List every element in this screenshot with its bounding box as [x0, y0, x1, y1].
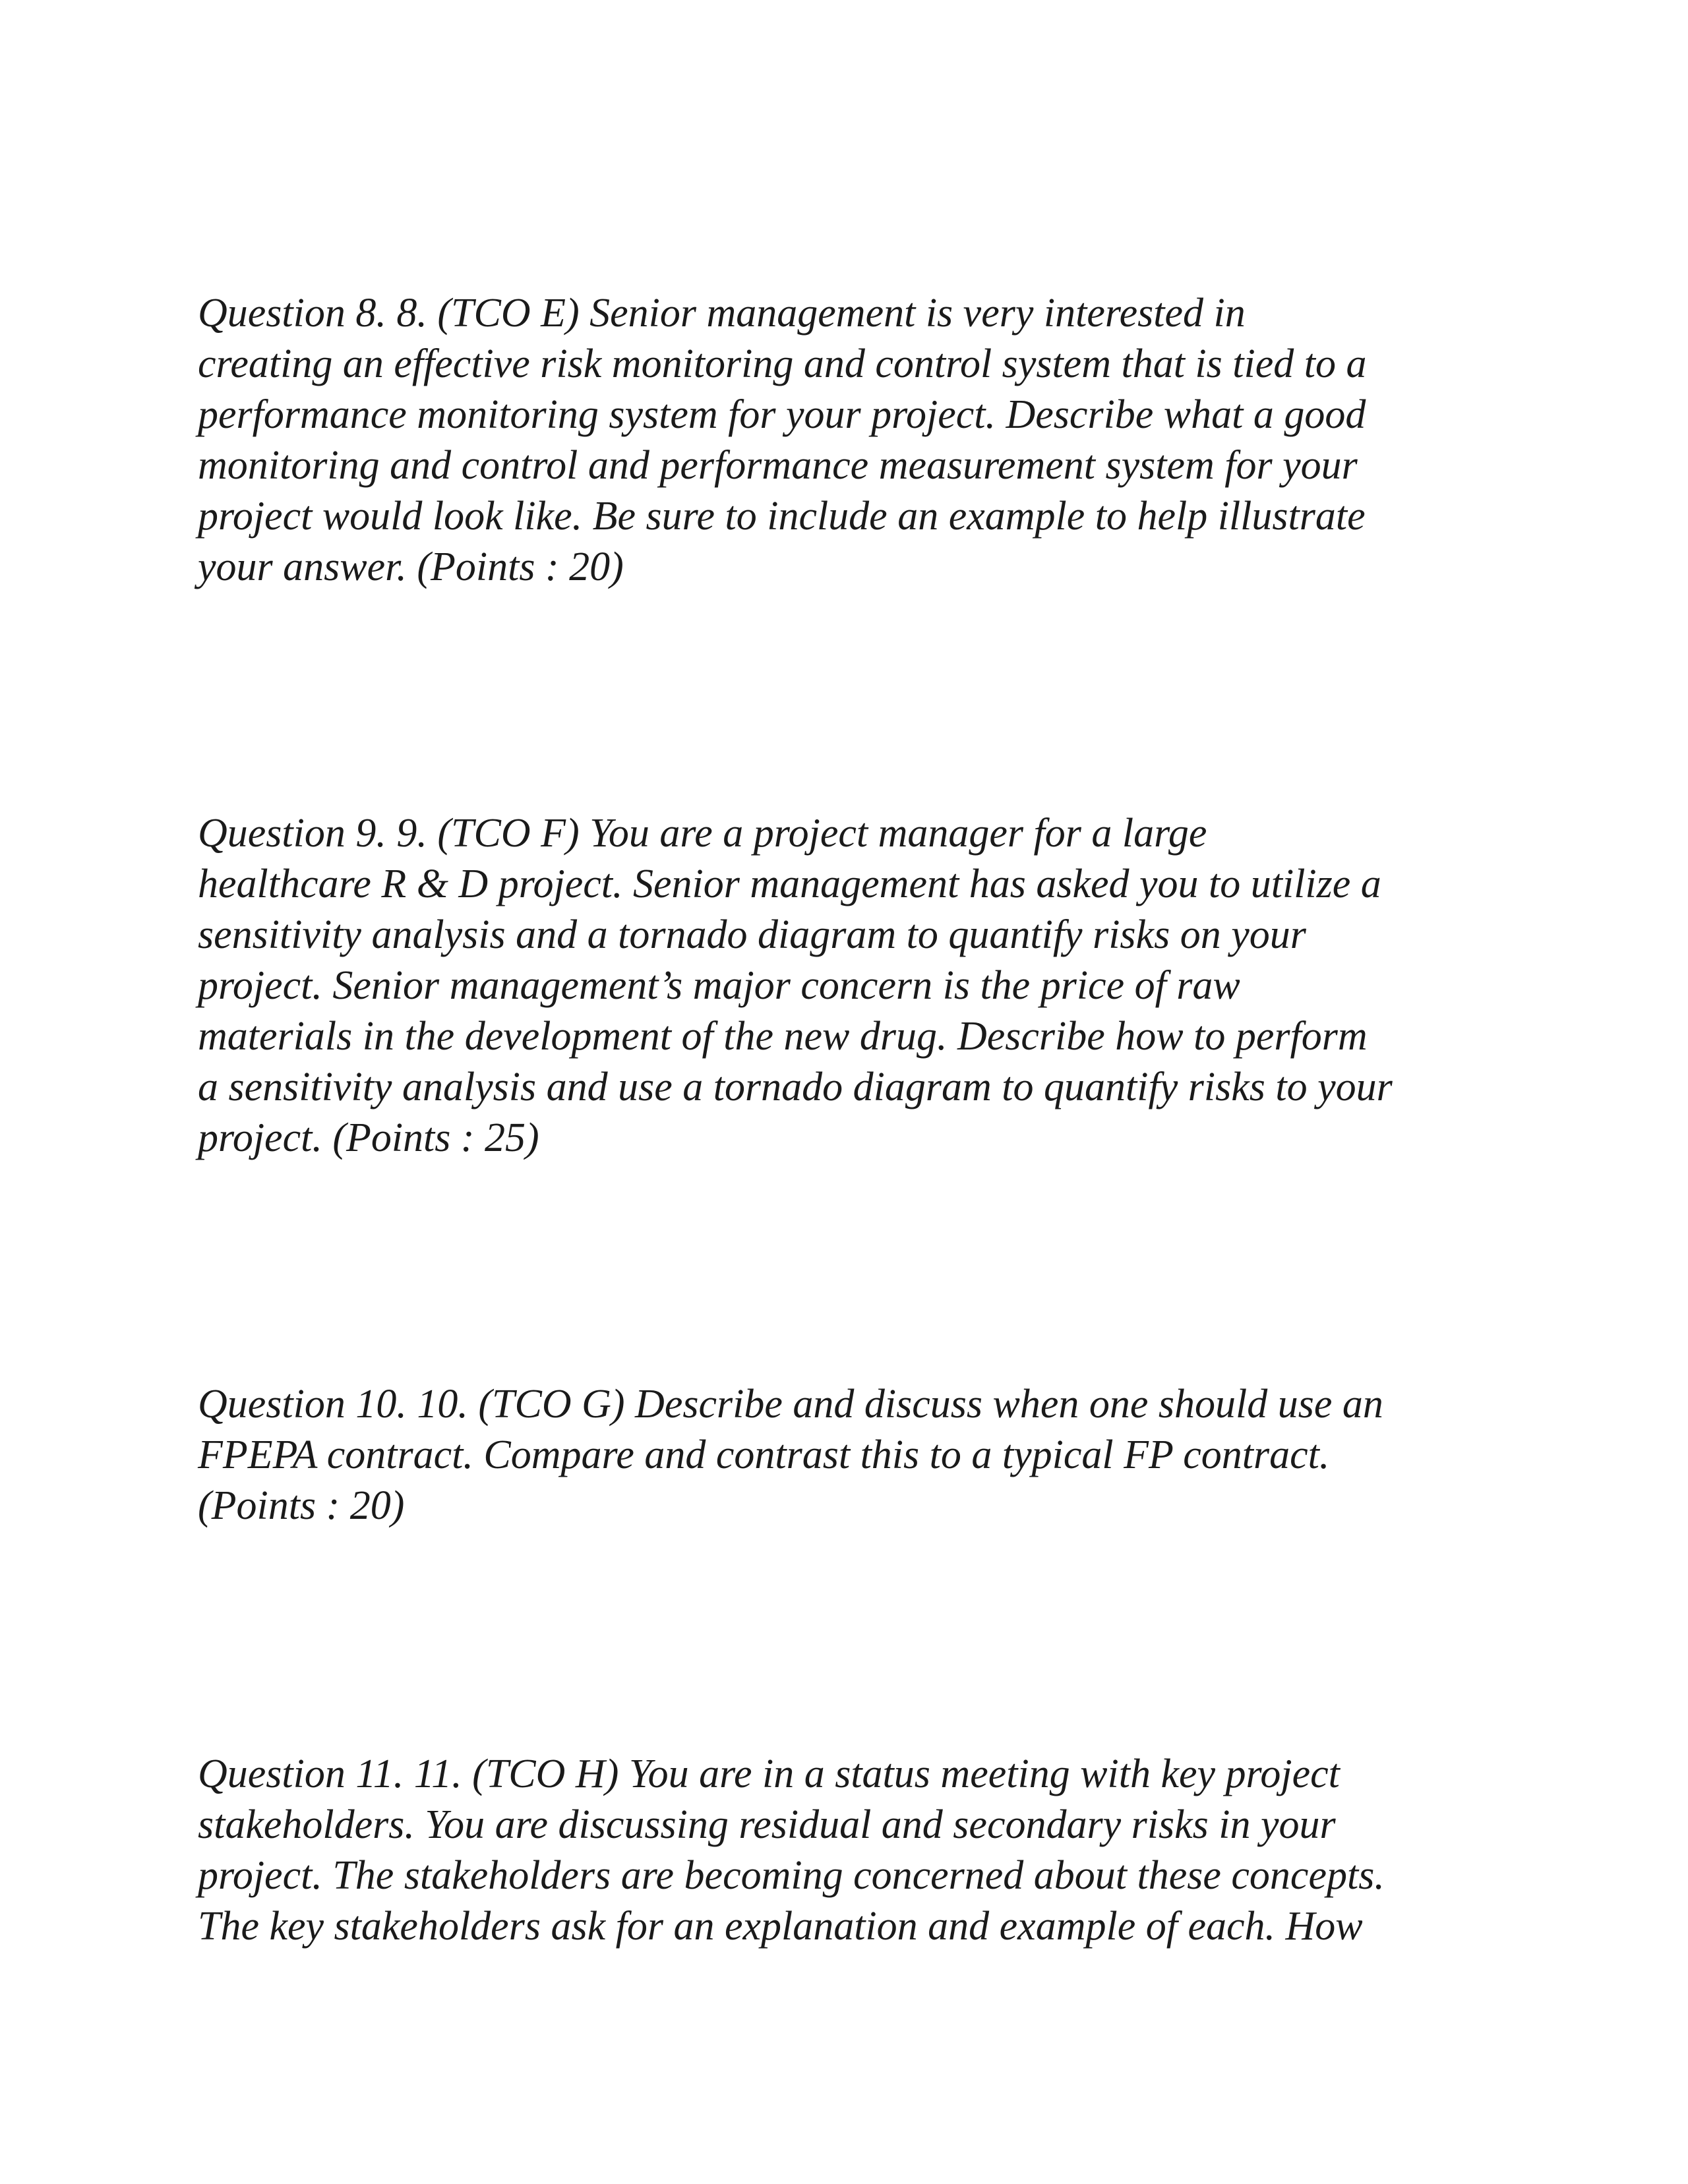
question-line: project. The stakeholders are becoming concerned about these concepts. — [198, 1853, 1385, 1898]
question-line: materials in the development of the new drug. Describe how to perform — [198, 1014, 1368, 1059]
question-11-text — [198, 1749, 1517, 1952]
question-line: Question 11. 11. (TCO H) You are in a status meeting with key project — [198, 1752, 1340, 1796]
question-line: FPEPA contract. Compare and contrast this to a typical FP contract. — [198, 1432, 1330, 1477]
question-line: healthcare R & D project. Senior management has asked you to utilize a — [198, 862, 1381, 906]
question-line: performance monitoring system for your project. Describe what a good — [198, 392, 1366, 437]
question-line: project. Senior management’s major concern is the price of raw — [198, 963, 1240, 1008]
question-8-text — [198, 288, 1517, 593]
question-line: a sensitivity analysis and use a tornado diagram to quantify risks to your — [198, 1065, 1393, 1109]
question-line: Question 9. 9. (TCO F) You are a project manager for a large — [198, 811, 1207, 856]
question-line: monitoring and control and performance measurement system for your — [198, 443, 1358, 488]
question-9-text — [198, 808, 1517, 1164]
question-line: your answer. (Points : 20) — [198, 545, 624, 589]
question-line: The key stakeholders ask for an explanation and example of each. How — [198, 1904, 1363, 1949]
question-line: creating an effective risk monitoring and control system that is tied to a — [198, 341, 1367, 386]
question-line: project would look like. Be sure to include an example to help illustrate — [198, 494, 1366, 539]
question-line: project. (Points : 25) — [198, 1115, 539, 1160]
question-line: Question 8. 8. (TCO E) Senior management is very interested in — [198, 291, 1246, 336]
question-line: sensitivity analysis and a tornado diagram to quantify risks on your — [198, 912, 1306, 957]
question-10-text — [198, 1379, 1517, 1531]
question-line: (Points : 20) — [198, 1483, 405, 1528]
question-line: stakeholders. You are discussing residual and secondary risks in your — [198, 1802, 1336, 1847]
question-line: Question 10. 10. (TCO G) Describe and discuss when one should use an — [198, 1382, 1383, 1427]
